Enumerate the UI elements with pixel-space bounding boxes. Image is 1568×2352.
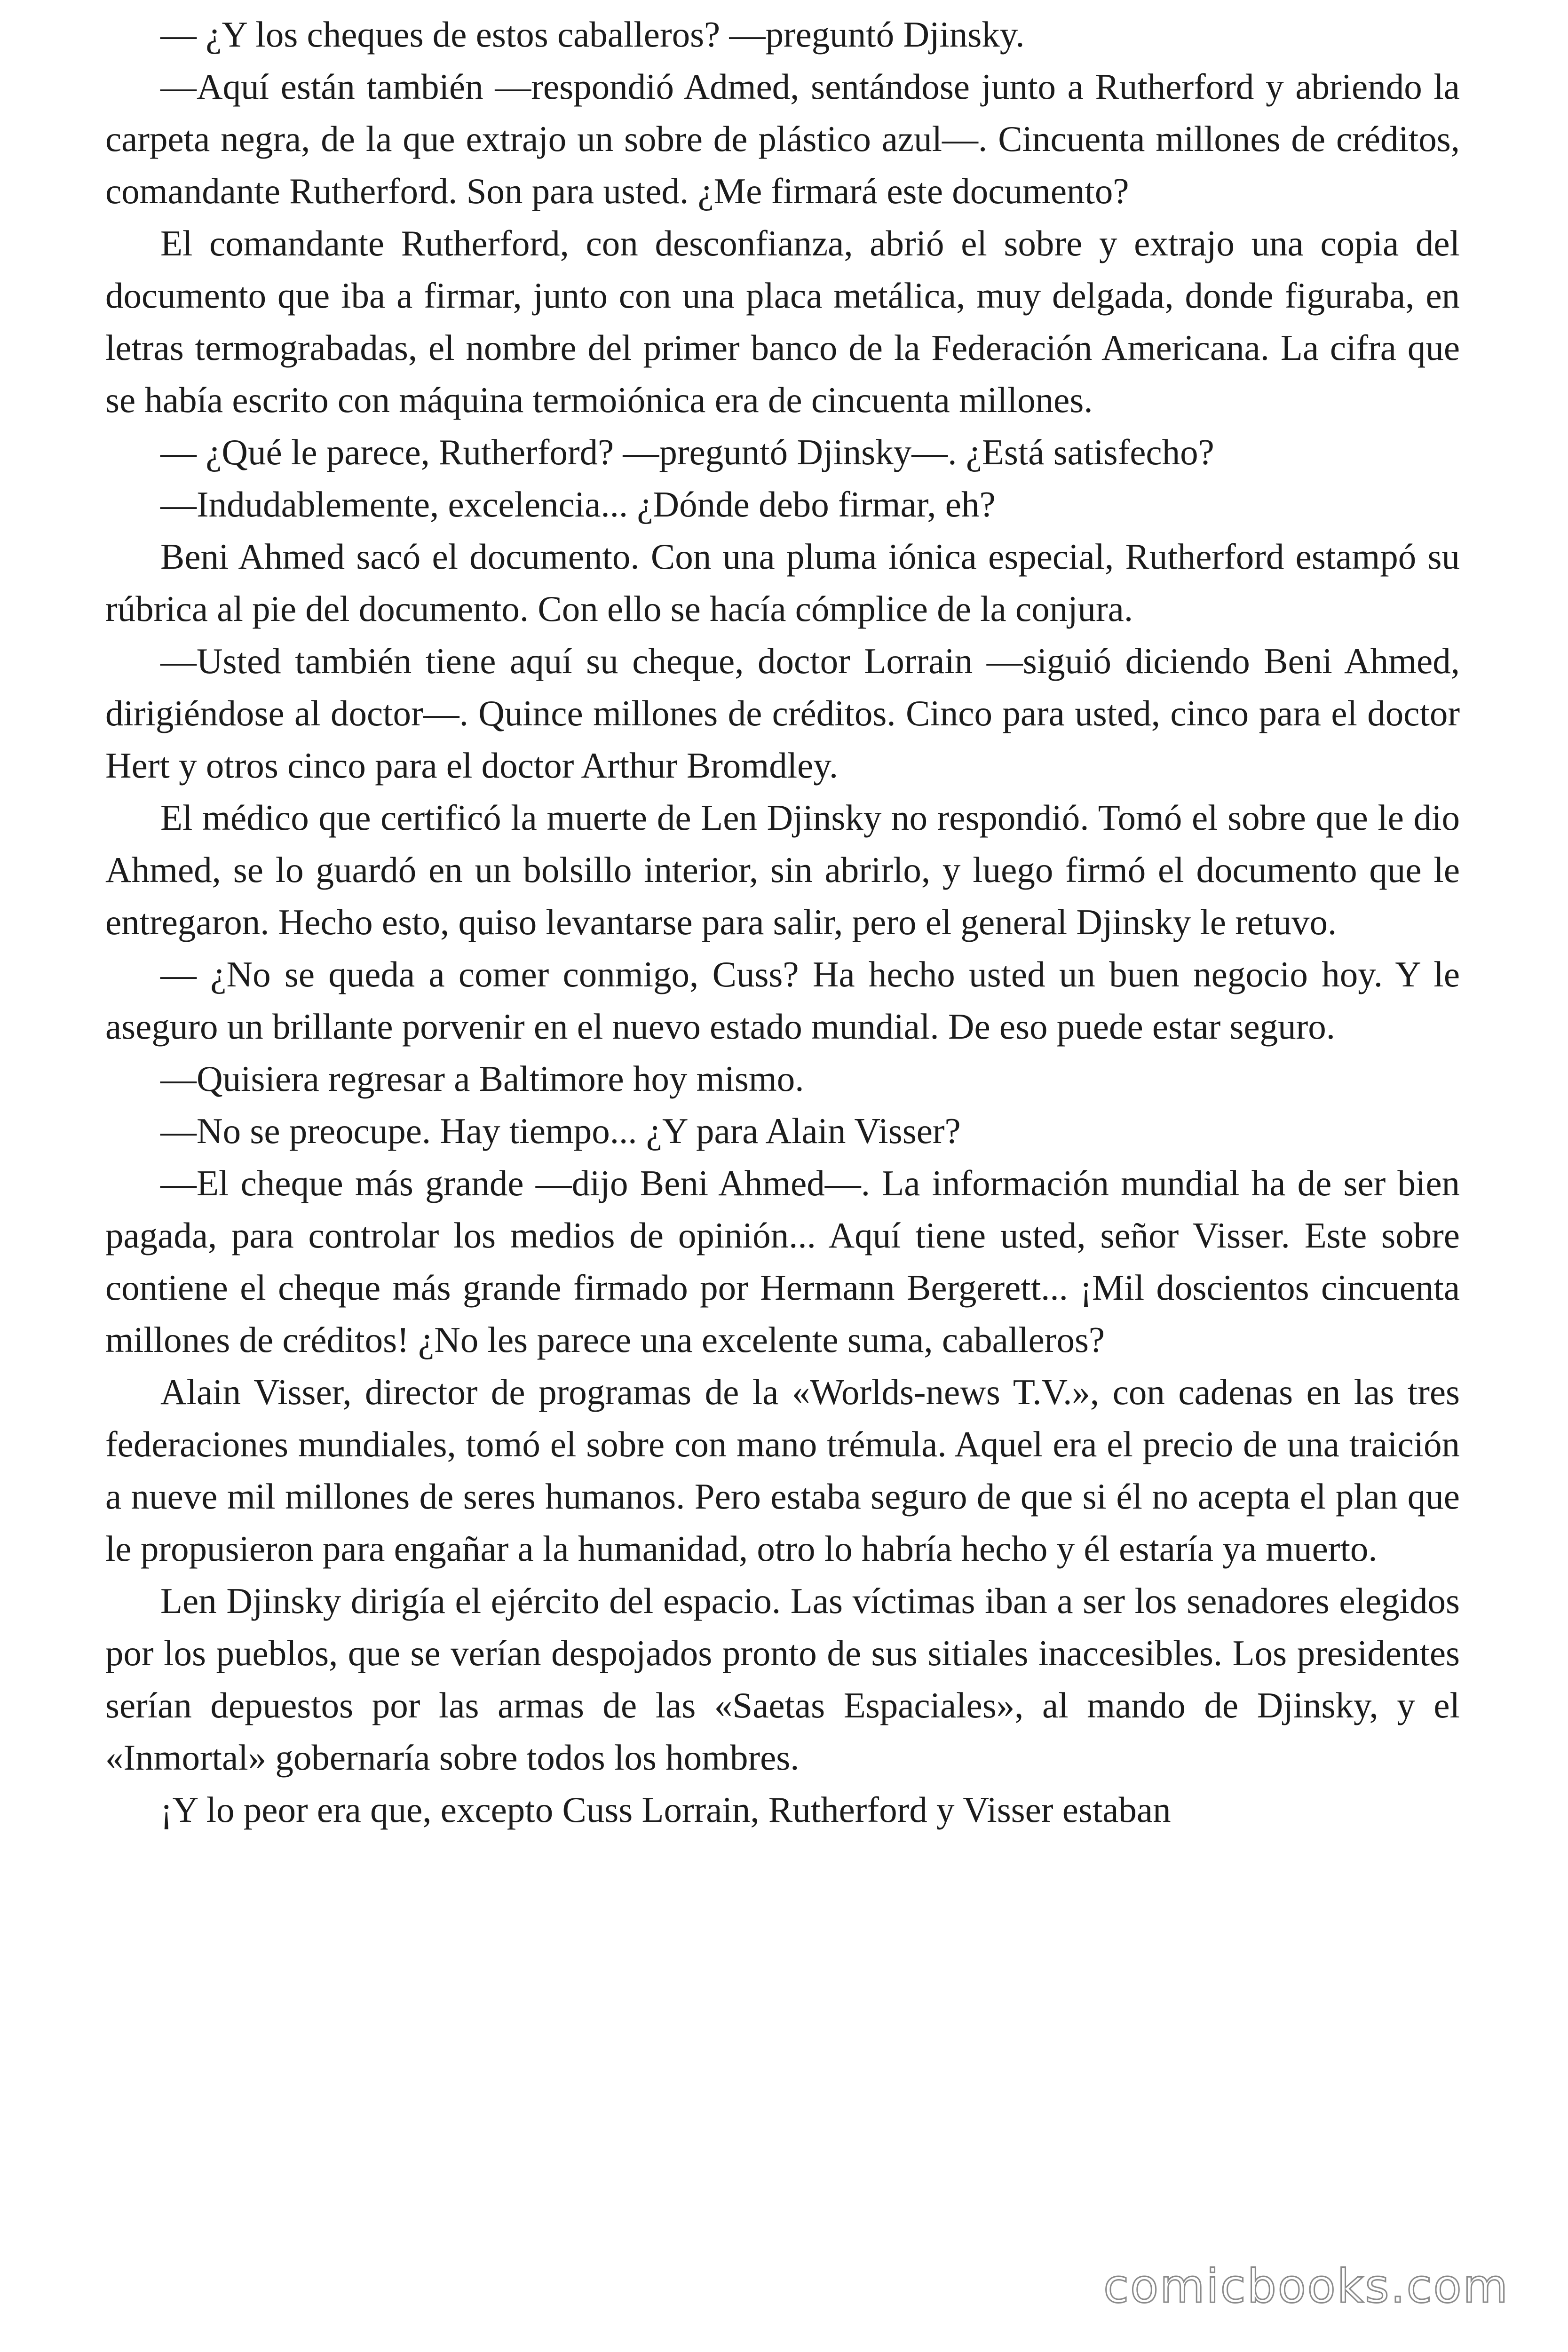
paragraph: — ¿Qué le parece, Rutherford? —preguntó Djinsky—. ¿Está satisfecho? bbox=[160, 432, 1214, 472]
paragraph-last-line: ¡Y lo peor era que, excepto Cuss Lorrain, Rutherford y Visser estaban bbox=[160, 1789, 1171, 1830]
paragraph: Alain Visser, director de programas de la «Worlds-news T.V.», con cadenas en las tres federaciones mundiales, tomó el sobre con mano trémula. Aquel era el precio de una traición a nueve mil millones de seres humanos. Pero estaba seguro de que si él no acepta el plan que le propusieron para engañar a la humanidad, otro lo habría hecho y él estaría ya muerto. bbox=[105, 1372, 1460, 1569]
paragraph: —Aquí están también —respondió Admed, sentándose junto a Rutherford y abriendo la carpeta negra, de la que extrajo un sobre de plástico azul—. Cincuenta millones de créditos, comandante Rutherford. Son para usted. ¿Me firmará este documento? bbox=[105, 66, 1460, 211]
paragraph: —No se preocupe. Hay tiempo... ¿Y para Alain Visser? bbox=[160, 1111, 961, 1151]
watermark-logo: comicbooks.com bbox=[1103, 2260, 1509, 2313]
book-page-text bbox=[105, 8, 1460, 1836]
paragraph: Beni Ahmed sacó el documento. Con una pluma iónica especial, Rutherford estampó su rúbrica al pie del documento. Con ello se hacía cómplice de la conjura. bbox=[105, 536, 1460, 629]
paragraph: El comandante Rutherford, con desconfianza, abrió el sobre y extrajo una copia del documento que iba a firmar, junto con una placa metálica, muy delgada, donde figuraba, en letras termograbadas, el nombre del primer banco de la Federación Americana. La cifra que se había escrito con máquina termoiónica era de cincuenta millones. bbox=[105, 223, 1460, 420]
paragraph: Len Djinsky dirigía el ejército del espacio. Las víctimas iban a ser los senadores elegidos por los pueblos, que se verían despojados pronto de sus sitiales inaccesibles. Los presidentes serían depuestos por las armas de las «Saetas Espaciales», al mando de Djinsky, y el «Inmortal» gobernaría sobre todos los hombres. bbox=[105, 1581, 1460, 1778]
paragraph: —El cheque más grande —dijo Beni Ahmed—. La información mundial ha de ser bien pagada, para controlar los medios de opinión... Aquí tiene usted, señor Visser. Este sobre contiene el cheque más grande firmado por Hermann Bergerett... ¡Mil doscientos cincuenta millones de créditos! ¿No les parece una excelente suma, caballeros? bbox=[105, 1163, 1460, 1360]
paragraph: —Indudablemente, excelencia... ¿Dónde debo firmar, eh? bbox=[160, 484, 996, 524]
paragraph: El médico que certificó la muerte de Len Djinsky no respondió. Tomó el sobre que le dio Ahmed, se lo guardó en un bolsillo interior, sin abrirlo, y luego firmó el documento que le entregaron. Hecho esto, quiso levantarse para salir, pero el general Djinsky le retuvo. bbox=[105, 797, 1460, 942]
paragraph: —Quisiera regresar a Baltimore hoy mismo. bbox=[160, 1058, 804, 1099]
paragraph: — ¿No se queda a comer conmigo, Cuss? Ha hecho usted un buen negocio hoy. Y le aseguro un brillante porvenir en el nuevo estado mundial. De eso puede estar seguro. bbox=[105, 954, 1460, 1047]
paragraph: —Usted también tiene aquí su cheque, doctor Lorrain —siguió diciendo Beni Ahmed, dirigiéndose al doctor—. Quince millones de créditos. Cinco para usted, cinco para el doctor Hert y otros cinco para el doctor Arthur Bromdley. bbox=[105, 641, 1460, 786]
paragraph: — ¿Y los cheques de estos caballeros? —preguntó Djinsky. bbox=[160, 14, 1025, 55]
